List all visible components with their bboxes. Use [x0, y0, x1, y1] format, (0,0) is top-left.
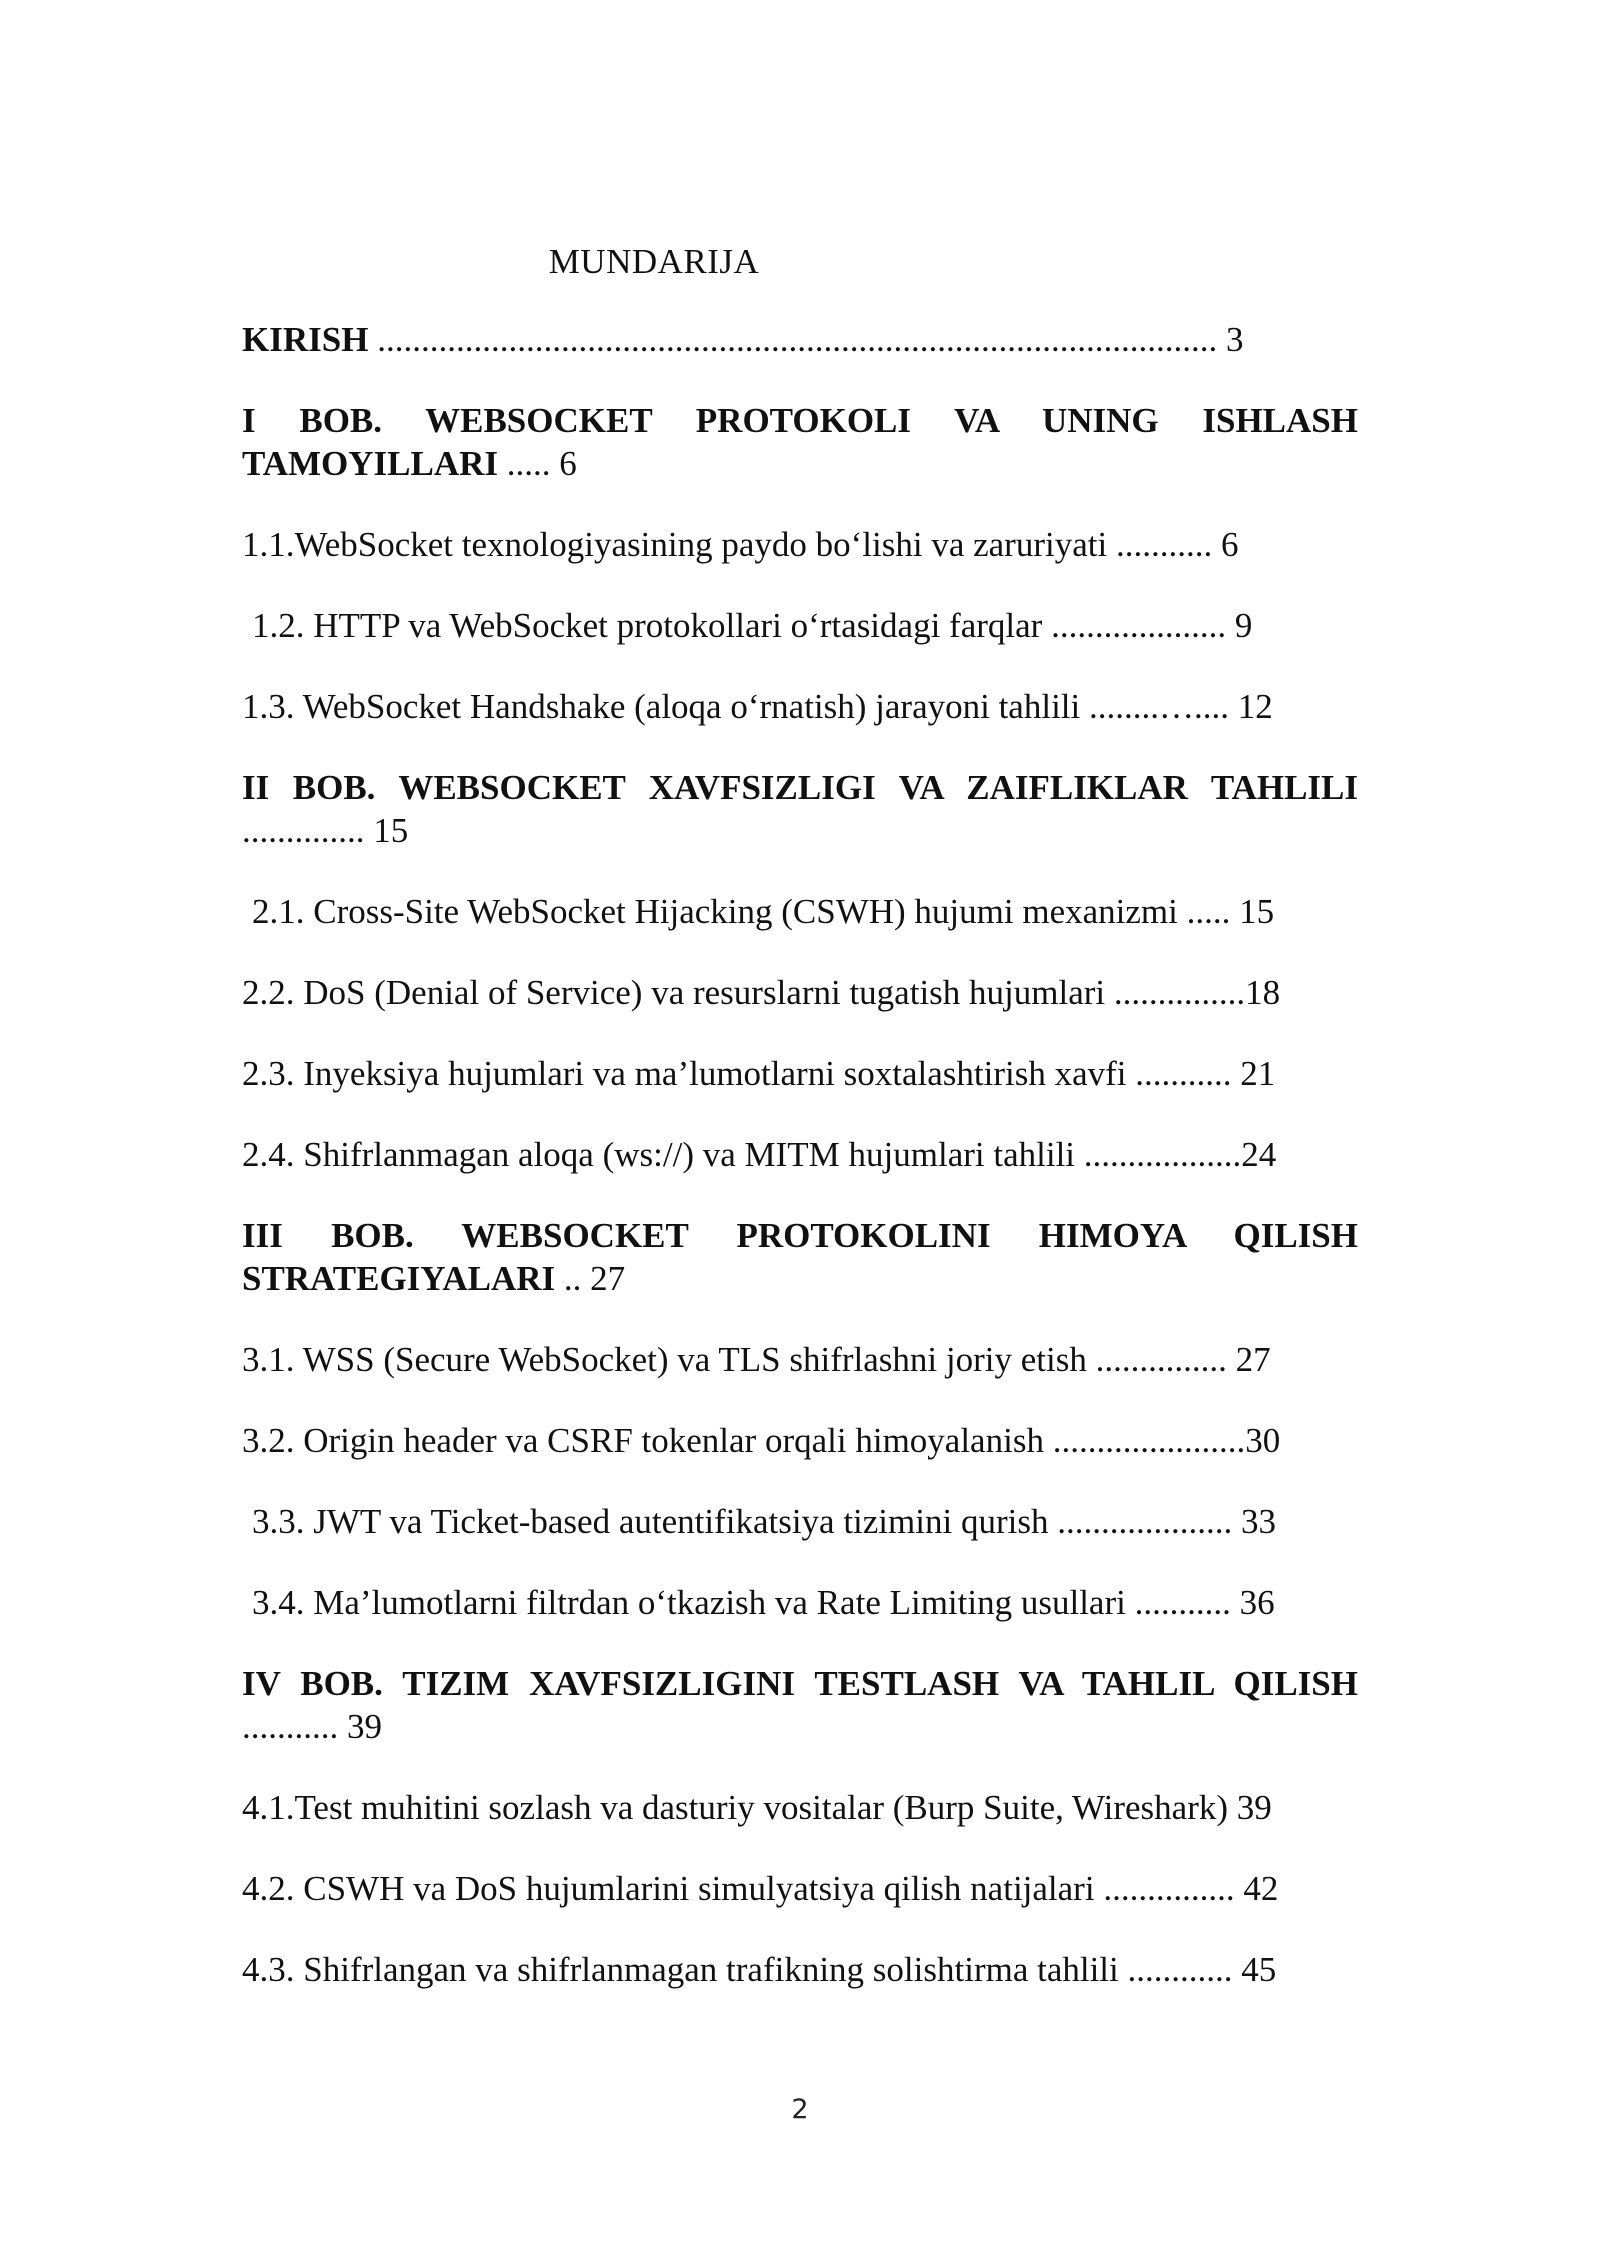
page-number: 2: [791, 2094, 809, 2125]
toc-entry-leader: ....................: [1048, 1502, 1233, 1541]
toc-entry-label: 3.2. Origin header va CSRF tokenlar orqali himoyalanish: [242, 1421, 1044, 1460]
page-title: MUNDARIJA: [548, 242, 760, 281]
toc-entry-label: 2.2. DoS (Denial of Service) va resurslarni tugatish hujumlari: [242, 973, 1106, 1012]
toc-entry-page: 45: [1241, 1950, 1277, 1989]
toc-entry-leader: ...........: [1126, 1054, 1232, 1093]
toc-section-1-2[interactable]: [242, 604, 1358, 647]
toc-entry-label: 4.1.Test muhitini sozlash va dasturiy vositalar (Burp Suite, Wireshark): [242, 1788, 1229, 1827]
toc-entry-leader: ..: [555, 1259, 582, 1298]
toc-entry-page: 24: [1241, 1135, 1277, 1174]
toc-entry-leader: .....: [1177, 892, 1231, 931]
toc-entry-label: III BOB. WEBSOCKET PROTOKOLINI HIMOYA QILISH STRATEGIYALARI: [242, 1216, 1358, 1298]
toc-section-3-2[interactable]: [242, 1419, 1358, 1462]
toc-entry-leader: ....................: [1042, 606, 1227, 645]
toc-entry-label: 4.2. CSWH va DoS hujumlarini simulyatsiya qilish natijalari: [242, 1869, 1095, 1908]
toc-section-4-2[interactable]: [242, 1867, 1358, 1910]
toc-entry-label: 1.2. HTTP va WebSocket protokollari o‘rtasidagi farqlar: [252, 606, 1043, 645]
toc-entry-label: 2.3. Inyeksiya hujumlari va ma’lumotlarni soxtalashtirish xavfi: [242, 1054, 1127, 1093]
toc-section-2-1[interactable]: [242, 890, 1358, 933]
toc-entry-page: 6: [559, 444, 577, 483]
toc-entry-leader: .....: [498, 444, 551, 483]
toc-entry-leader: ......................: [1043, 1421, 1246, 1460]
toc-chapter-4[interactable]: [242, 1662, 1358, 1748]
toc-entry-page: 42: [1243, 1869, 1279, 1908]
toc-entry-page: 15: [1239, 892, 1275, 931]
toc-section-4-3[interactable]: [242, 1948, 1358, 1991]
toc-entry-leader: ...............: [1086, 1340, 1227, 1379]
toc-entry-page: 21: [1240, 1054, 1276, 1093]
toc-section-3-3[interactable]: [242, 1500, 1358, 1543]
toc-entry-label: 3.1. WSS (Secure WebSocket) va TLS shifrlashni joriy etish: [242, 1340, 1087, 1379]
toc-entry-page: 33: [1240, 1502, 1276, 1541]
toc-section-3-1[interactable]: [242, 1338, 1358, 1381]
toc-entry-label: 2.1. Cross-Site WebSocket Hijacking (CSWH) hujumi mexanizmi: [252, 892, 1178, 931]
toc-section-1-3[interactable]: [242, 685, 1358, 728]
table-of-contents: [242, 318, 1358, 2029]
toc-entry-page: 30: [1245, 1421, 1281, 1460]
toc-entry-label: 1.1.WebSocket texnologiyasining paydo bo‘lishi va zaruriyati: [242, 525, 1108, 564]
toc-entry-page: 6: [1220, 525, 1239, 564]
toc-entry-label: 4.3. Shifrlangan va shifrlanmagan trafikning solishtirma tahlili: [242, 1950, 1119, 1989]
toc-entry-page: 39: [1236, 1788, 1272, 1827]
toc-entry-leader: ...........: [1107, 525, 1213, 564]
toc-entry-page: 12: [1237, 687, 1273, 726]
toc-entry-leader: ................................................................................................: [368, 320, 1218, 359]
toc-entry-label: IV BOB. TIZIM XAVFSIZLIGINI TESTLASH VA TAHLIL QILISH: [242, 1664, 1358, 1703]
toc-entry-leader: ..............: [242, 811, 365, 850]
toc-chapter-1[interactable]: [242, 399, 1358, 485]
toc-entry-page: 3: [1225, 320, 1244, 359]
toc-entry-page: 36: [1239, 1583, 1275, 1622]
toc-entry-page: 27: [590, 1259, 626, 1298]
toc-entry-label: 2.4. Shifrlanmagan aloqa (ws://) va MITM hujumlari tahlili: [242, 1135, 1076, 1174]
toc-entry-page: 15: [373, 811, 409, 850]
toc-chapter-3[interactable]: [242, 1214, 1358, 1300]
toc-section-3-4[interactable]: [242, 1581, 1358, 1624]
toc-entry-leader: ........…....: [1080, 687, 1229, 726]
toc-section-2-4[interactable]: [242, 1133, 1358, 1176]
toc-entry-page: 9: [1234, 606, 1253, 645]
toc-entry-page: 27: [1235, 1340, 1271, 1379]
toc-entry-label: 3.4. Ma’lumotlarni filtrdan o‘tkazish va Rate Limiting usullari: [252, 1583, 1126, 1622]
toc-entry-leader: ..................: [1075, 1135, 1242, 1174]
toc-section-2-2[interactable]: [242, 971, 1358, 1014]
toc-entry-introduction[interactable]: [242, 318, 1358, 361]
toc-entry-page: 39: [347, 1707, 382, 1746]
toc-entry-label: I BOB. WEBSOCKET PROTOKOLI VA UNING ISHLASH TAMOYILLARI: [242, 401, 1358, 483]
toc-entry-leader: ............: [1118, 1950, 1233, 1989]
toc-entry-leader: ...........: [242, 1707, 339, 1746]
toc-entry-leader: ...............: [1105, 973, 1246, 1012]
toc-entry-page: 18: [1245, 973, 1281, 1012]
toc-section-2-3[interactable]: [242, 1052, 1358, 1095]
toc-section-1-1[interactable]: [242, 523, 1358, 566]
toc-section-4-1[interactable]: [242, 1786, 1358, 1829]
toc-entry-label: 3.3. JWT va Ticket-based autentifikatsiya tizimini qurish: [252, 1502, 1049, 1541]
toc-entry-leader: ...............: [1094, 1869, 1235, 1908]
toc-entry-leader: ...........: [1125, 1583, 1231, 1622]
toc-entry-label: KIRISH: [242, 320, 369, 359]
toc-entry-label: II BOB. WEBSOCKET XAVFSIZLIGI VA ZAIFLIKLAR TAHLILI: [242, 768, 1358, 807]
toc-entry-label: 1.3. WebSocket Handshake (aloqa o‘rnatish) jarayoni tahlili: [242, 687, 1081, 726]
toc-chapter-2[interactable]: [242, 766, 1358, 852]
